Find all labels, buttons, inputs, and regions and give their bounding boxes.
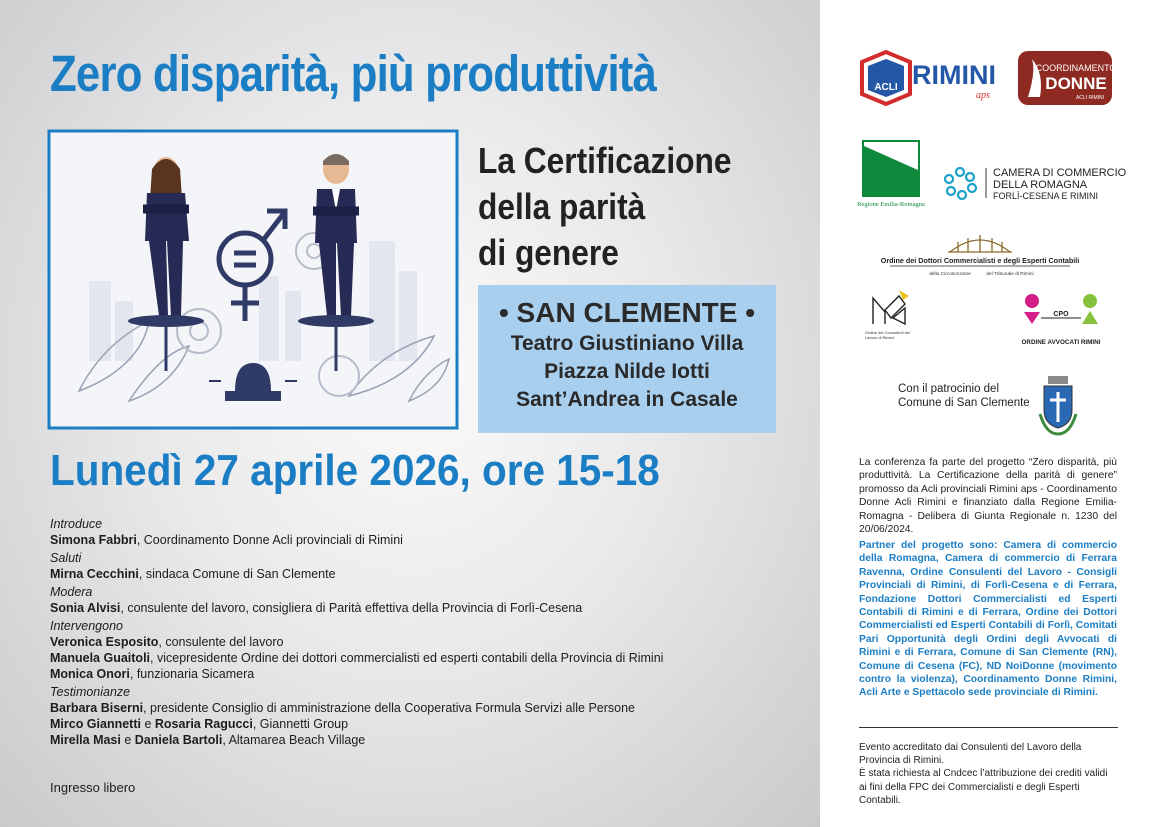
person-description: , funzionaria Sicamera — [129, 667, 255, 681]
person-description: , consulente del lavoro — [158, 635, 284, 649]
program-role: Intervengono — [50, 619, 123, 633]
acli-aps: aps — [976, 90, 990, 101]
accreditation-notes — [859, 741, 1117, 807]
building-icon — [948, 235, 1012, 252]
project-description: La conferenza fa parte del progetto “Zero disparità, più produttività. La Certificazione della parità di genere” promosso da Acli provinciali Rimini aps - Coordinamento Donne Acli Rimini e finanziato dalla Regione Emilia-Romagna - Delibera di Giunta Regionale n. 1230 del 20/06/2024. — [859, 457, 1117, 536]
program-role: Introduce — [50, 517, 103, 531]
regione-emilia-romagna-logo — [857, 140, 925, 208]
program-person — [50, 732, 810, 748]
patronage-line1: Con il patrocinio del — [898, 383, 1000, 395]
cpo-circle-pink-icon — [1025, 294, 1039, 308]
donne-main: DONNE — [1045, 74, 1107, 93]
cpo-caption: ORDINE AVVOCATI RIMINI — [1021, 339, 1101, 346]
main-title: Zero disparità, più produttività — [50, 45, 657, 102]
program-person — [50, 566, 810, 582]
ordine-main: Ordine dei Dottori Commercialisti e degli Esperti Contabili — [880, 256, 1080, 265]
accreditation-line2: È stata richiesta al Cndcec l’attribuzione dei crediti validi ai fini della FPC dei Commercialisti e degli Esperti Contabili. — [859, 768, 1108, 806]
person-name: Rosaria Ragucci — [154, 717, 253, 731]
program — [50, 514, 810, 748]
patronage-text — [898, 382, 1030, 410]
program-person — [50, 700, 810, 716]
person-description: , Coordinamento Donne Acli provinciali di Rimini — [136, 533, 403, 547]
person-description: , Altamarea Beach Village — [222, 733, 366, 747]
person-description: , sindaca Comune di San Clemente — [138, 567, 336, 581]
person-name: Mirna Cecchini — [50, 567, 139, 581]
consulenti-emblem-icon — [873, 296, 905, 324]
acli-rimini-logo — [860, 50, 1010, 106]
name-joiner: e — [140, 717, 155, 731]
subtitle-line: La Certificazione — [478, 140, 732, 181]
comune-coat-of-arms-icon — [1036, 374, 1080, 438]
ordine-sub1: della Circoscrizione — [929, 272, 971, 277]
person-description: , vicepresidente Ordine dei dottori commercialisti ed esperti contabili della Provincia di Rimini — [150, 651, 664, 665]
camera-line1: CAMERA DI COMMERCIO — [993, 167, 1127, 179]
program-person — [50, 650, 810, 666]
accreditation-line1: Evento accreditato dai Consulenti del Lavoro della Provincia di Rimini. — [859, 742, 1082, 767]
cpo-badge: CPO — [1053, 311, 1069, 318]
program-person — [50, 532, 810, 548]
cpo-triangle-pink-icon — [1024, 312, 1040, 324]
subtitle-line: di genere — [478, 232, 619, 273]
name-joiner: e — [120, 733, 135, 747]
program-person — [50, 634, 810, 650]
program-role: Testimonianze — [50, 685, 131, 699]
person-name: Monica Onori — [50, 667, 130, 681]
program-person — [50, 716, 810, 732]
event-date: Lunedì 27 aprile 2026, ore 15-18 — [50, 446, 660, 495]
ordine-commercialisti-logo — [880, 228, 1080, 280]
acli-emblem-icon — [860, 50, 1010, 106]
cpo-triangle-green-icon — [1082, 311, 1098, 324]
acli-badge-text: ACLI — [874, 82, 898, 93]
person-name: Manuela Guaitoli — [50, 651, 151, 665]
person-description: , Giannetti Group — [252, 717, 349, 731]
gender-equality-illustration — [49, 131, 457, 428]
ordine-sub2: del Tribunale di Rimini — [986, 272, 1034, 277]
person-name: Sonia Alvisi — [50, 601, 121, 615]
cpo-avvocati-logo — [1019, 292, 1103, 350]
person-name: Mirella Masi — [50, 733, 121, 747]
regione-caption: Regione Emilia-Romagna — [857, 201, 925, 208]
person-name: Simona Fabbri — [50, 533, 137, 547]
camera-line3: FORLÌ-CESENA E RIMINI — [993, 191, 1099, 201]
subtitle — [478, 138, 732, 276]
donne-top: COORDINAMENTO — [1035, 63, 1117, 73]
divider — [859, 727, 1118, 728]
person-name: Daniela Bartoli — [134, 733, 223, 747]
program-role: Modera — [50, 585, 93, 599]
program-person — [50, 666, 810, 682]
consulenti-lavoro-logo — [865, 290, 911, 352]
venue-box — [478, 285, 776, 433]
acli-word: RIMINI — [912, 60, 996, 90]
venue-city: • SAN CLEMENTE • — [498, 297, 756, 328]
person-description: , consulente del lavoro, consigliera di Parità effettiva della Provincia di Forlì-Cesena — [120, 601, 583, 615]
consulenti-caption: Ordine dei Consulenti del Lavoro di Rimini — [865, 330, 910, 340]
venue-theater: Teatro Giustiniano Villa — [510, 332, 744, 355]
program-person — [50, 600, 810, 616]
person-name: Veronica Esposito — [50, 635, 159, 649]
free-entry-note: Ingresso libero — [50, 780, 136, 795]
camera-emblem-icon — [945, 168, 976, 199]
donne-sub: ACLI RIMINI — [1075, 95, 1105, 101]
coordinamento-donne-logo — [1018, 51, 1117, 105]
program-role: Saluti — [50, 551, 82, 565]
cpo-circle-green-icon — [1083, 294, 1097, 308]
project-partners: Partner del progetto sono: Camera di commercio della Romagna, Camera di commercio di Ferrara Ravenna, Ordine Consulenti del Lavoro - Consigli Provinciali di Rimini, di Forlì-Cesena e di Ferrara, Fondazione Dottori Commercialisti ed Esperti Contabili di Rimini e di Ferrara, Ordine dei Dottori Commercialisti ed Esperti Contabili di Forlì, Comitati Pari Opportunità degli Ordini degli Avvocati di Rimini e di Ferrara, Comune di San Clemente (RN), Comune di Cesena (FC), ND NoiDonne (movimento contro la violenza), Coordinamento Donne Rimini, Acli Arte e Spettacolo sede provinciale di Rimini. — [859, 540, 1117, 699]
patronage-line2: Comune di San Clemente — [898, 397, 1030, 409]
person-name: Mirco Giannetti — [50, 717, 141, 731]
subtitle-line: della parità — [478, 186, 646, 227]
right-panel — [820, 0, 1169, 827]
venue-square: Piazza Nilde Iotti — [544, 360, 710, 383]
camera-line2: DELLA ROMAGNA — [993, 179, 1088, 191]
person-name: Barbara Biserni — [50, 701, 144, 715]
person-description: , presidente Consiglio di amministrazione della Cooperativa Formula Servizi alle Persone — [143, 701, 636, 715]
camera-commercio-logo — [941, 164, 1127, 204]
venue-locality: Sant’Andrea in Casale — [516, 388, 738, 411]
